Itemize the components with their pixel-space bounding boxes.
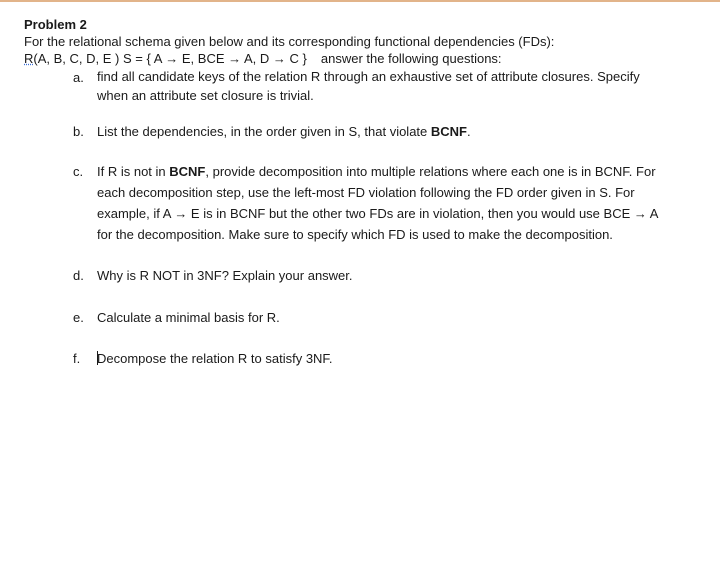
fd-set: S = { A → E, BCE → A, D → C } — [122, 51, 307, 66]
problem-title: Problem 2 — [24, 17, 87, 32]
question-marker: e. — [73, 310, 84, 325]
bcnf-bold: BCNF — [169, 164, 206, 179]
question-marker: a. — [73, 70, 84, 85]
question-d — [24, 265, 704, 286]
question-c — [24, 161, 704, 245]
problem-document — [24, 16, 704, 369]
question-marker: f. — [73, 351, 81, 366]
question-d-text: Why is R NOT in 3NF? Explain your answer. — [97, 268, 353, 283]
question-b — [24, 121, 704, 142]
question-a-line-1: find all candidate keys of the relation R through an exhaustive set of attribute closures. Specify — [97, 69, 640, 84]
question-c-line-4: for the decomposition. Make sure to specify which FD is used to make the decomposition. — [97, 227, 613, 242]
question-c-line-1: If R is not in BCNF, provide decomposition into multiple relations where each one is in BCNF. For — [97, 164, 656, 179]
problem-intro: For the relational schema given below and its corresponding functional dependencies (FDs): — [24, 34, 555, 49]
question-c-line-3: example, if A → E is in BCNF but the other two FDs are in violation, then you would use BCE → A — [97, 206, 659, 221]
question-marker: d. — [73, 268, 84, 283]
question-b-text: List the dependencies, in the order given in S, that violate BCNF. — [97, 124, 471, 139]
question-c-line-2: each decomposition step, use the left-most FD violation following the FD order given in S. For — [97, 185, 635, 200]
schema-name: R — [24, 51, 34, 66]
question-a — [24, 67, 704, 105]
question-f-text[interactable]: Decompose the relation R to satisfy 3NF. — [97, 351, 333, 366]
question-f — [24, 348, 704, 369]
question-marker: c. — [73, 164, 84, 179]
schema-attributes: (A, B, C, D, E ) — [33, 51, 120, 66]
question-e-text: Calculate a minimal basis for R. — [97, 310, 280, 325]
instruction: answer the following questions: — [320, 51, 502, 66]
top-border — [0, 0, 720, 2]
question-marker: b. — [73, 124, 84, 139]
question-list — [24, 67, 704, 369]
question-a-line-2: when an attribute set closure is trivial. — [97, 88, 314, 103]
bcnf-bold: BCNF — [430, 124, 467, 139]
question-e — [24, 307, 704, 328]
schema-line — [24, 50, 704, 67]
